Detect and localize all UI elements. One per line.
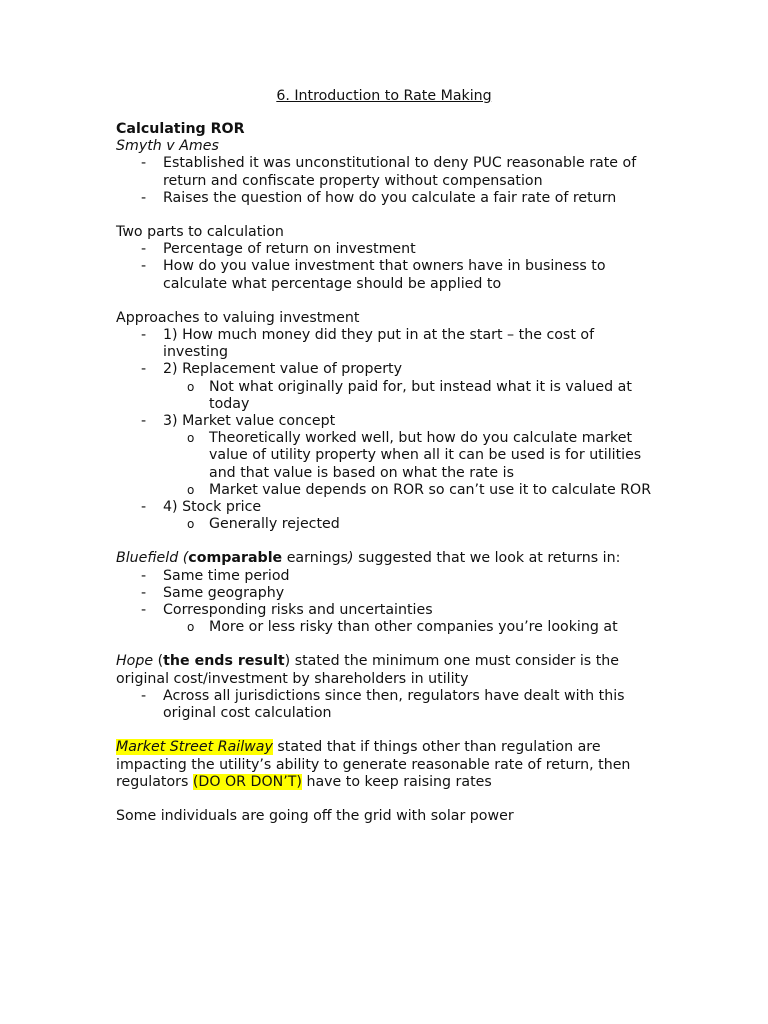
paragraph: Hope (the ends result) stated the minimum one must consider is the original cost/investment by shareholders in utility [116, 653, 619, 687]
bullet-item: - Percentage of return on investment [141, 241, 416, 258]
sub-bullet-item: o Generally rejected [187, 516, 340, 533]
section-hope [116, 653, 656, 722]
dash-marker: - [141, 155, 147, 172]
section-market-street [116, 739, 656, 791]
dash-marker: - [141, 241, 147, 258]
bullet-item: - 2) Replacement value of property [141, 361, 402, 378]
dash-marker: - [141, 567, 147, 584]
case-name: Smyth v Ames [116, 138, 219, 155]
bullet-item: - 1) How much money did they put in at the start – the cost of investing [141, 327, 595, 361]
circle-marker: o [187, 620, 195, 635]
dash-marker: - [141, 258, 147, 275]
bullet-item: - Across all jurisdictions since then, regulators have dealt with this original cost calculation [141, 687, 625, 722]
dash-marker: - [141, 361, 147, 378]
section-heading: Calculating ROR [116, 121, 245, 137]
dash-marker: - [141, 327, 147, 344]
circle-marker: o [187, 379, 195, 394]
section-intro: Two parts to calculation [116, 224, 284, 241]
bold-term: comparable [188, 550, 283, 567]
dash-marker: - [141, 413, 147, 430]
case-name-highlighted: Market Street Railway [116, 739, 273, 756]
paragraph: Market Street Railway stated that if things other than regulation are impacting the utility’s ability to generate reasonable rate of return, then regulators (DO OR DON’T) have to keep raising rates [116, 739, 631, 790]
bullet-item: - Corresponding risks and uncertainties [141, 602, 433, 619]
section-bluefield [116, 550, 656, 636]
bullet-item: - Raises the question of how do you calculate a fair rate of return [141, 189, 617, 206]
paragraph: Some individuals are going off the grid with solar power [116, 807, 514, 824]
bullet-item: - Established it was unconstitutional to deny PUC reasonable rate of return and confiscate property without compensation [141, 155, 637, 189]
paragraph: Bluefield (comparable earnings) suggested that we look at returns in: [116, 550, 621, 567]
bullet-item: - How do you value investment that owners have in business to calculate what percentage should be applied to [141, 258, 606, 292]
circle-marker: o [187, 517, 195, 532]
section-intro: Approaches to valuing investment [116, 309, 360, 326]
section-two-parts [116, 224, 656, 293]
sub-bullet-item: o Not what originally paid for, but instead what it is valued at today [187, 378, 632, 412]
bullet-item: - Same geography [141, 584, 285, 601]
circle-marker: o [187, 431, 195, 446]
circle-marker: o [187, 482, 195, 497]
section-approaches [116, 310, 656, 534]
case-name: Bluefield [116, 550, 179, 567]
document-body [116, 121, 656, 842]
sub-bullet-item: o Market value depends on ROR so can’t use it to calculate ROR [187, 481, 652, 498]
bullet-item: - 3) Market value concept [141, 413, 336, 430]
dash-marker: - [141, 189, 147, 206]
sub-bullet-item: o Theoretically worked well, but how do you calculate market value of utility property when all it can be used is for utilities and that value is based on what the rate is [187, 430, 642, 481]
section-calculating-ror [116, 121, 656, 207]
bullet-item: - 4) Stock price [141, 499, 262, 516]
document-title: 6. Introduction to Rate Making [276, 88, 492, 104]
case-name: Hope [116, 653, 154, 670]
bullet-item: - Same time period [141, 567, 290, 584]
sub-bullet-item: o More or less risky than other companies you’re looking at [187, 619, 618, 636]
bold-term: the ends result [163, 653, 285, 670]
dash-marker: - [141, 584, 147, 601]
dash-marker: - [141, 687, 147, 704]
dash-marker: - [141, 602, 147, 619]
section-solar [116, 808, 656, 825]
dash-marker: - [141, 499, 147, 516]
highlighted-text: (DO OR DON’T) [192, 773, 302, 790]
